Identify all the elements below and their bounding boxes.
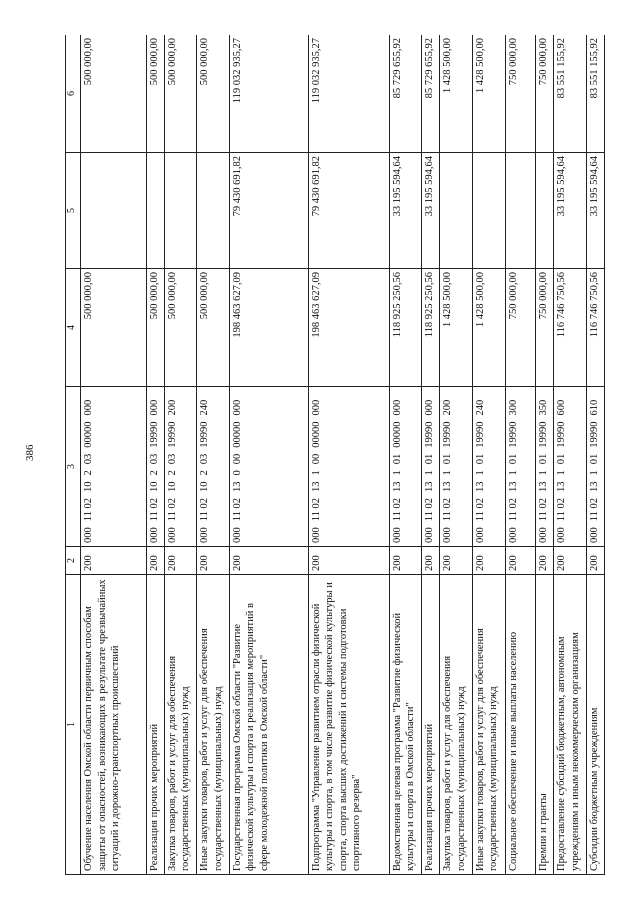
- row-value-col4: 1 428 500,00: [440, 269, 473, 387]
- row-name-cell: Государственная программа Омской области "Развитие физической культуры и спорта и реализация мероприятий в сфере молодежной политики в Омской области": [230, 575, 309, 875]
- row-name-cell: Иные закупки товаров, работ и услуг для обеспечения государственных (муниципальных) нужд: [473, 575, 506, 875]
- row-value-col4: 118 925 250,56: [389, 269, 422, 387]
- code-part: 000: [232, 399, 244, 416]
- code-part: 1: [588, 470, 600, 476]
- row-admin-cell: 200: [536, 547, 554, 575]
- code-part: 11 02: [588, 498, 600, 522]
- budget-code: [441, 390, 454, 543]
- row-admin-cell: 200: [440, 547, 473, 575]
- row-value-col6: 1 428 500,00: [440, 35, 473, 153]
- row-value-col5: 33 195 594,64: [554, 153, 587, 269]
- code-part: 00: [232, 453, 244, 465]
- row-admin-cell: 200: [308, 547, 389, 575]
- code-part: 2: [83, 470, 95, 476]
- row-value-col5: 33 195 594,64: [422, 153, 440, 269]
- row-code-cell: [536, 387, 554, 547]
- code-part: 11 02: [538, 498, 550, 522]
- row-value-col6: 500 000,00: [81, 35, 147, 153]
- row-value-col5: 33 195 594,64: [389, 153, 422, 269]
- code-part: 1: [391, 470, 403, 476]
- row-value-col5: 79 430 691,82: [308, 153, 389, 269]
- header-cell: 1: [66, 575, 81, 875]
- code-part: 01: [507, 453, 519, 465]
- code-part: 350: [538, 399, 550, 416]
- code-part: 13: [310, 481, 322, 492]
- code-part: 1: [424, 470, 436, 476]
- row-value-col6: 85 729 655,92: [389, 35, 422, 153]
- code-part: 19990: [475, 421, 487, 448]
- code-part: 01: [442, 453, 454, 465]
- code-part: 13: [588, 481, 600, 492]
- code-part: 240: [475, 399, 487, 416]
- code-part: 13: [507, 481, 519, 492]
- budget-code: [198, 390, 211, 543]
- code-part: 03: [166, 453, 178, 465]
- row-name-cell: Закупка товаров, работ и услуг для обеспечения государственных (муниципальных) нужд: [440, 575, 473, 875]
- code-part: 000: [424, 399, 436, 416]
- header-cell: 6: [66, 35, 81, 153]
- code-part: 000: [475, 527, 487, 543]
- row-value-col6: 500 000,00: [146, 35, 164, 153]
- code-part: 13: [232, 481, 244, 492]
- code-part: 000: [391, 527, 403, 543]
- code-part: 10: [199, 481, 211, 492]
- code-part: 000: [442, 527, 454, 543]
- row-value-col6: 500 000,00: [197, 35, 230, 153]
- table-row: [586, 35, 604, 875]
- row-value-col6: 119 032 935,27: [230, 35, 309, 153]
- row-code-cell: [554, 387, 587, 547]
- budget-code: [148, 390, 161, 543]
- budget-code: [537, 390, 550, 543]
- code-part: 13: [475, 481, 487, 492]
- table-row: [389, 35, 422, 875]
- code-part: 13: [442, 481, 454, 492]
- row-value-col4: 500 000,00: [81, 269, 147, 387]
- row-value-col5: [81, 153, 147, 269]
- code-part: 000: [83, 399, 95, 416]
- budget-code: [166, 390, 179, 543]
- page-number: 386: [24, 444, 36, 461]
- table-row: [554, 35, 587, 875]
- code-part: 19990: [442, 421, 454, 448]
- budget-code: [423, 390, 436, 543]
- row-value-col5: [505, 153, 536, 269]
- table-row: [422, 35, 440, 875]
- code-part: 0: [232, 470, 244, 476]
- row-code-cell: [586, 387, 604, 547]
- code-part: 1: [310, 470, 322, 476]
- row-value-col4: 500 000,00: [197, 269, 230, 387]
- row-value-col5: [197, 153, 230, 269]
- code-part: 11 02: [199, 498, 211, 522]
- row-name-cell: Закупка товаров, работ и услуг для обеспечения государственных (муниципальных) нужд: [164, 575, 197, 875]
- code-part: 00000: [391, 421, 403, 448]
- code-part: 19990: [507, 421, 519, 448]
- code-part: 000: [310, 527, 322, 543]
- table-row: [230, 35, 309, 875]
- code-part: 000: [148, 399, 160, 416]
- code-part: 610: [588, 399, 600, 416]
- row-name-cell: Обучение населения Омской области первичным способам защиты от опасностей, возникающих в результате чрезвычайных ситуаций и дорожно-транспортных происшествий: [81, 575, 147, 875]
- budget-code: [507, 390, 520, 543]
- row-value-col5: 79 430 691,82: [230, 153, 309, 269]
- code-part: 000: [424, 527, 436, 543]
- code-part: 00: [310, 453, 322, 465]
- row-name-cell: Ведомственная целевая программа "Развитие физической культуры и спорта в Омской области": [389, 575, 422, 875]
- code-part: 200: [166, 399, 178, 416]
- code-part: 11 02: [475, 498, 487, 522]
- row-name-cell: Предоставление субсидий бюджетным, автономным учреждениям и иным некоммерческим организациям: [554, 575, 587, 875]
- code-part: 300: [507, 399, 519, 416]
- budget-code: [555, 390, 568, 543]
- row-name-cell: Социальное обеспечение и иные выплаты населению: [505, 575, 536, 875]
- code-part: 11 02: [556, 498, 568, 522]
- row-code-cell: [164, 387, 197, 547]
- row-value-col4: 118 925 250,56: [422, 269, 440, 387]
- code-part: 19990: [148, 421, 160, 448]
- table-row: [146, 35, 164, 875]
- budget-code: [231, 390, 244, 543]
- row-admin-cell: 200: [422, 547, 440, 575]
- code-part: 13: [556, 481, 568, 492]
- budget-code: [310, 390, 323, 543]
- code-part: 19990: [588, 421, 600, 448]
- row-value-col6: 85 729 655,92: [422, 35, 440, 153]
- code-part: 11 02: [391, 498, 403, 522]
- code-part: 000: [199, 527, 211, 543]
- code-part: 000: [83, 527, 95, 543]
- table-row: [473, 35, 506, 875]
- code-part: 19990: [166, 421, 178, 448]
- code-part: 11 02: [507, 498, 519, 522]
- row-admin-cell: 200: [230, 547, 309, 575]
- table-frame: [65, 35, 605, 875]
- budget-table: [65, 35, 605, 875]
- code-part: 01: [391, 453, 403, 465]
- code-part: 2: [148, 470, 160, 476]
- row-value-col6: 750 000,00: [505, 35, 536, 153]
- code-part: 11 02: [232, 498, 244, 522]
- code-part: 00000: [232, 421, 244, 448]
- header-cell: 4: [66, 269, 81, 387]
- code-part: 1: [442, 470, 454, 476]
- code-part: 01: [556, 453, 568, 465]
- row-value-col6: 83 551 155,92: [586, 35, 604, 153]
- code-part: 10: [148, 481, 160, 492]
- code-part: 19990: [199, 421, 211, 448]
- row-value-col4: 198 463 627,09: [230, 269, 309, 387]
- row-value-col5: [440, 153, 473, 269]
- row-value-col4: 116 746 750,56: [554, 269, 587, 387]
- code-part: 1: [475, 470, 487, 476]
- code-part: 13: [538, 481, 550, 492]
- row-admin-cell: 200: [473, 547, 506, 575]
- code-part: 11 02: [424, 498, 436, 522]
- code-part: 1: [556, 470, 568, 476]
- row-code-cell: [473, 387, 506, 547]
- code-part: 11 02: [148, 498, 160, 522]
- row-value-col5: [473, 153, 506, 269]
- row-name-cell: Премии и гранты: [536, 575, 554, 875]
- row-admin-cell: 200: [586, 547, 604, 575]
- code-part: 19990: [424, 421, 436, 448]
- code-part: 03: [83, 453, 95, 465]
- row-value-col4: 500 000,00: [146, 269, 164, 387]
- row-admin-cell: 200: [164, 547, 197, 575]
- code-part: 000: [166, 527, 178, 543]
- row-admin-cell: 200: [389, 547, 422, 575]
- code-part: 000: [232, 527, 244, 543]
- row-value-col6: 500 000,00: [164, 35, 197, 153]
- code-part: 2: [166, 470, 178, 476]
- table-row: [164, 35, 197, 875]
- code-part: 1: [538, 470, 550, 476]
- row-value-col5: 33 195 594,64: [586, 153, 604, 269]
- row-admin-cell: 200: [197, 547, 230, 575]
- table-row: [440, 35, 473, 875]
- row-name-cell: Подпрограмма "Управление развитием отрасли физической культуры и спорта, в том числе развитие физической культуры и спорта, спорта высших достижений и системы подготовки спортивного резерва": [308, 575, 389, 875]
- code-part: 000: [391, 399, 403, 416]
- code-part: 10: [166, 481, 178, 492]
- code-part: 01: [588, 453, 600, 465]
- table-body: [66, 35, 605, 875]
- budget-code: [588, 390, 601, 543]
- code-part: 000: [588, 527, 600, 543]
- row-value-col4: 750 000,00: [536, 269, 554, 387]
- row-code-cell: [230, 387, 309, 547]
- row-admin-cell: 200: [81, 547, 147, 575]
- budget-code: [474, 390, 487, 543]
- code-part: 000: [556, 527, 568, 543]
- code-part: 03: [199, 453, 211, 465]
- code-part: 11 02: [310, 498, 322, 522]
- row-admin-cell: 200: [505, 547, 536, 575]
- row-code-cell: [81, 387, 147, 547]
- row-code-cell: [197, 387, 230, 547]
- code-part: 000: [148, 527, 160, 543]
- code-part: 00000: [83, 421, 95, 448]
- budget-code: [82, 390, 95, 543]
- header-cell: 2: [66, 547, 81, 575]
- row-admin-cell: 200: [554, 547, 587, 575]
- table-row: [536, 35, 554, 875]
- code-part: 19990: [538, 421, 550, 448]
- budget-code: [391, 390, 404, 543]
- code-part: 240: [199, 399, 211, 416]
- code-part: 11 02: [83, 498, 95, 522]
- header-row: [66, 35, 81, 875]
- code-part: 13: [391, 481, 403, 492]
- code-part: 01: [424, 453, 436, 465]
- row-value-col4: 500 000,00: [164, 269, 197, 387]
- code-part: 200: [442, 399, 454, 416]
- code-part: 10: [83, 481, 95, 492]
- table-row: [81, 35, 147, 875]
- header-cell: 5: [66, 153, 81, 269]
- row-value-col4: 750 000,00: [505, 269, 536, 387]
- row-code-cell: [146, 387, 164, 547]
- row-value-col4: 1 428 500,00: [473, 269, 506, 387]
- code-part: 01: [475, 453, 487, 465]
- row-code-cell: [422, 387, 440, 547]
- code-part: 000: [310, 399, 322, 416]
- row-value-col6: 750 000,00: [536, 35, 554, 153]
- table-row: [308, 35, 389, 875]
- row-code-cell: [389, 387, 422, 547]
- code-part: 11 02: [166, 498, 178, 522]
- code-part: 01: [538, 453, 550, 465]
- code-part: 00000: [310, 421, 322, 448]
- table-row: [505, 35, 536, 875]
- table-row: [197, 35, 230, 875]
- row-value-col6: 83 551 155,92: [554, 35, 587, 153]
- code-part: 600: [556, 399, 568, 416]
- code-part: 11 02: [442, 498, 454, 522]
- row-value-col5: [164, 153, 197, 269]
- row-value-col4: 116 746 750,56: [586, 269, 604, 387]
- row-value-col4: 198 463 627,09: [308, 269, 389, 387]
- row-admin-cell: 200: [146, 547, 164, 575]
- code-part: 1: [507, 470, 519, 476]
- code-part: 2: [199, 470, 211, 476]
- row-value-col5: [146, 153, 164, 269]
- row-value-col5: [536, 153, 554, 269]
- row-code-cell: [505, 387, 536, 547]
- row-name-cell: Реализация прочих мероприятий: [146, 575, 164, 875]
- code-part: 19990: [556, 421, 568, 448]
- code-part: 13: [424, 481, 436, 492]
- row-code-cell: [440, 387, 473, 547]
- code-part: 03: [148, 453, 160, 465]
- code-part: 000: [538, 527, 550, 543]
- row-name-cell: Реализация прочих мероприятий: [422, 575, 440, 875]
- header-cell: 3: [66, 387, 81, 547]
- row-code-cell: [308, 387, 389, 547]
- rotated-table-container: [65, 35, 605, 875]
- code-part: 000: [507, 527, 519, 543]
- row-name-cell: Субсидии бюджетным учреждениям: [586, 575, 604, 875]
- row-value-col6: 1 428 500,00: [473, 35, 506, 153]
- row-value-col6: 119 032 935,27: [308, 35, 389, 153]
- row-name-cell: Иные закупки товаров, работ и услуг для обеспечения государственных (муниципальных) нужд: [197, 575, 230, 875]
